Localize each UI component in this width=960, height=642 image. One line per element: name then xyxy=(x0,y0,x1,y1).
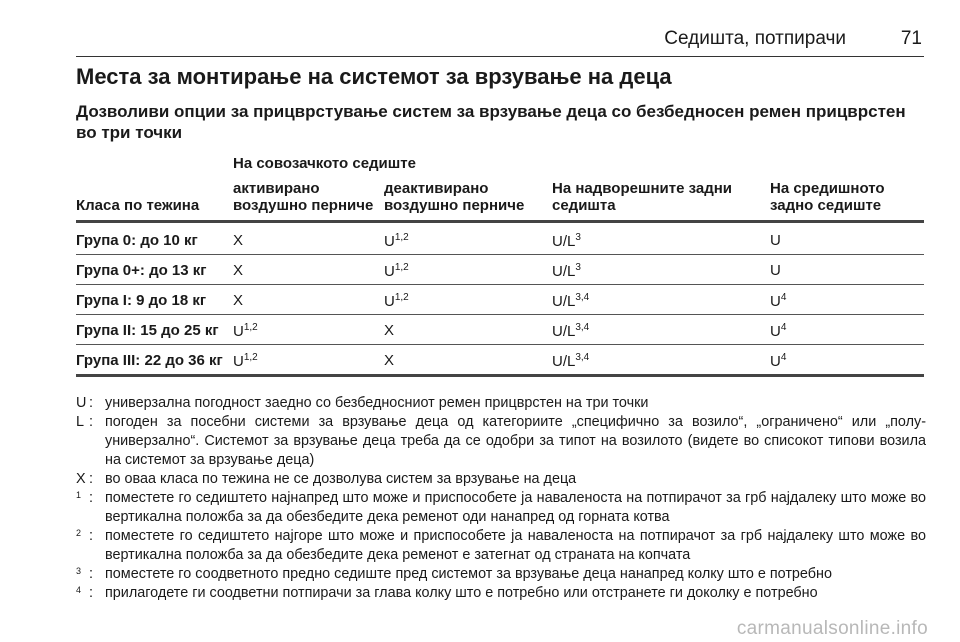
table-row xyxy=(76,352,924,382)
cell-footnote-ref: 1,2 xyxy=(243,352,258,363)
legend-item xyxy=(76,413,926,470)
cell-value: U/L xyxy=(552,293,576,310)
table-cell xyxy=(552,262,581,280)
table-cell xyxy=(770,292,786,310)
row-weight-class xyxy=(76,352,223,369)
cell-value: X xyxy=(384,322,395,339)
legend-colon: : xyxy=(89,528,93,544)
column-header-airbag-active: активирано воздушно перниче xyxy=(233,180,374,214)
table-row xyxy=(76,322,924,352)
row-divider xyxy=(76,254,924,255)
cell-footnote-ref: 3,4 xyxy=(575,292,590,303)
cell-value: U xyxy=(770,293,781,310)
cell-value: X xyxy=(233,292,244,309)
page-number: 71 xyxy=(900,28,922,49)
cell-footnote-ref: 3 xyxy=(575,262,581,273)
legend-colon: : xyxy=(89,585,93,601)
row-weight-class xyxy=(76,292,206,309)
table-cell xyxy=(384,322,394,339)
legend-colon: : xyxy=(89,471,93,487)
table-header-rule xyxy=(76,220,924,223)
header-rule xyxy=(76,56,924,57)
legend-text: поместете го седиштето најнапред што може и приспособете ја наваленоста на потпирачот за грб најдалеку што може во вертикална положба за да обезбедите дека ременот оди нанапред од горната котва xyxy=(105,490,926,525)
legend-item xyxy=(76,565,926,584)
legend-key: U xyxy=(76,395,87,411)
cell-footnote-ref: 3,4 xyxy=(575,322,590,333)
cell-value: U xyxy=(384,233,395,250)
page-title: Места за монтирање на системот за врзување на деца xyxy=(76,64,672,89)
cell-footnote-ref: 1,2 xyxy=(243,322,258,333)
legend-key: X xyxy=(76,471,86,487)
cell-value: Група II: 15 до 25 кг xyxy=(76,322,219,339)
legend-item xyxy=(76,584,926,603)
table-cell xyxy=(384,352,394,369)
legend-text: погоден за посебни системи за врзување деца од категориите „специфично за возило“, „ограничено“ или „полу-универзално“. Системот за врзување деца треба да се одобри за типот на возилото (видете во списокот типови возила на системот за врзување деца) xyxy=(105,414,926,468)
table-cell xyxy=(233,322,258,340)
cell-value: U/L xyxy=(552,353,576,370)
row-weight-class xyxy=(76,232,198,249)
cell-footnote-ref: 4 xyxy=(780,292,787,303)
table-group-header: На совозачкото седиште xyxy=(233,155,416,172)
column-header-airbag-deactivated: деактивирано воздушно перниче xyxy=(384,180,525,214)
section-subtitle: Дозволиви опции за прицврстување систем за врзување деца со безбедносен ремен прицврстен во три точки xyxy=(76,102,906,142)
table-row xyxy=(76,292,924,322)
legend-item xyxy=(76,527,926,565)
table-cell xyxy=(233,292,243,309)
cell-value: X xyxy=(233,232,244,249)
cell-footnote-ref: 3 xyxy=(575,232,581,243)
cell-footnote-ref: 1,2 xyxy=(394,292,409,303)
section-title: Седишта, потпирачи xyxy=(664,28,846,49)
cell-value: Група III: 22 до 36 кг xyxy=(76,352,223,369)
legend-item xyxy=(76,394,926,413)
table-cell xyxy=(552,352,589,370)
cell-footnote-ref: 3,4 xyxy=(575,352,590,363)
legend-key: 2 xyxy=(76,528,82,538)
legend-colon: : xyxy=(89,490,93,506)
row-divider xyxy=(76,344,924,345)
cell-footnote-ref: 1,2 xyxy=(394,232,409,243)
legend-item xyxy=(76,489,926,527)
row-divider xyxy=(76,284,924,285)
cell-value: U xyxy=(384,293,395,310)
column-header-middle-rear-seat: На средишното задно седиште xyxy=(770,180,885,214)
cell-footnote-ref: 4 xyxy=(780,322,787,333)
legend-text: прилагодете ги соодветни потпирачи за глава колку што е потребно или отстранете ги доколку е потребно xyxy=(105,585,818,601)
legend-key: 1 xyxy=(76,490,82,500)
table-cell xyxy=(233,232,243,249)
cell-footnote-ref: 1,2 xyxy=(394,262,409,273)
column-header-weight-class: Класа по тежина xyxy=(76,197,200,214)
cell-value: U xyxy=(384,263,395,280)
table-cell xyxy=(552,232,581,250)
table-cell xyxy=(770,232,781,249)
legend-key: L xyxy=(76,414,85,430)
cell-value: U xyxy=(770,232,781,249)
legend-key: 4 xyxy=(76,585,82,595)
table-bottom-rule xyxy=(76,374,924,377)
legend-text: во оваа класа по тежина не се дозволува систем за врзување на деца xyxy=(105,471,577,487)
page-header xyxy=(76,28,924,54)
table-cell xyxy=(770,262,781,279)
table-cell xyxy=(233,262,243,279)
column-header-outer-rear-seats: На надворешните задни седишта xyxy=(552,180,732,214)
table-cell xyxy=(770,322,786,340)
cell-value: Група 0: до 10 кг xyxy=(76,232,198,249)
legend-item xyxy=(76,470,926,489)
cell-value: U/L xyxy=(552,263,576,280)
cell-value: U/L xyxy=(552,323,576,340)
table-cell xyxy=(233,352,258,370)
table-cell xyxy=(384,292,409,310)
table-cell xyxy=(384,232,409,250)
legend xyxy=(76,394,926,603)
cell-value: U xyxy=(770,353,781,370)
table-row xyxy=(76,232,924,262)
table-cell xyxy=(552,322,589,340)
legend-key: 3 xyxy=(76,566,82,576)
legend-colon: : xyxy=(89,395,93,411)
legend-text: универзална погодност заедно со безбедносниот ремен прицврстен на три точки xyxy=(105,395,649,411)
table-row xyxy=(76,262,924,292)
cell-value: U/L xyxy=(552,233,576,250)
cell-footnote-ref: 4 xyxy=(780,352,787,363)
cell-value: Група I: 9 до 18 кг xyxy=(76,292,207,309)
legend-text: поместете го соодветното предно седиште пред системот за врзување деца нанапред колку што е потребно xyxy=(105,566,832,582)
cell-value: X xyxy=(233,262,244,279)
cell-value: U xyxy=(770,323,781,340)
table-cell xyxy=(552,292,589,310)
cell-value: U xyxy=(770,262,781,279)
cell-value: X xyxy=(384,352,395,369)
row-weight-class xyxy=(76,322,219,339)
cell-value: U xyxy=(233,353,244,370)
legend-colon: : xyxy=(89,414,93,430)
cell-value: Група 0+: до 13 кг xyxy=(76,262,207,279)
row-weight-class xyxy=(76,262,207,279)
legend-text: поместете го седиштето најгоре што може и приспособете ја наваленоста на потпирачот за грб најдалеку што може во вертикална положба за да обезбедите дека ременот е затегнат од страната на копчата xyxy=(105,528,926,563)
table-cell xyxy=(770,352,786,370)
table-cell xyxy=(384,262,409,280)
legend-colon: : xyxy=(89,566,93,582)
row-divider xyxy=(76,314,924,315)
watermark: carmanualsonline.info xyxy=(736,618,928,639)
cell-value: U xyxy=(233,323,244,340)
